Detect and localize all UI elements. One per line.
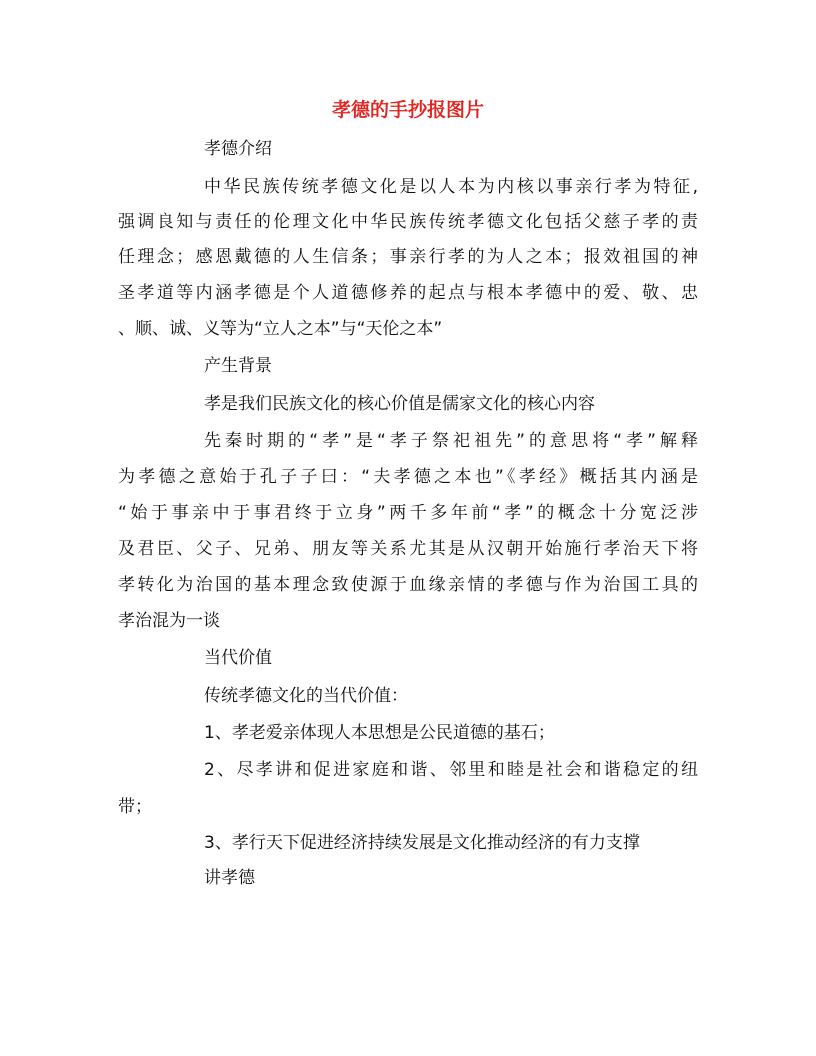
section-heading-intro: 孝德介绍 xyxy=(204,139,272,159)
list-item: 1、孝老爱亲体现人本思想是公民道德的基石； xyxy=(204,723,555,743)
paragraph-line: 圣孝道等内涵孝德是个人道德修养的起点与根本孝德中的爱、敬、忠 xyxy=(118,283,698,303)
section-heading-talk: 讲孝德 xyxy=(204,868,255,888)
document-title: 孝德的手抄报图片 xyxy=(331,99,484,121)
list-item: 3、孝行天下促进经济持续发展是文化推动经济的有力支撑 xyxy=(204,833,640,853)
paragraph-line: 强调良知与责任的伦理文化中华民族传统孝德文化包括父慈子孝的责 xyxy=(118,212,698,232)
paragraph-line: 为孝德之意始于孔子子曰：“夫孝德之本也”《孝经》概括其内涵是 xyxy=(118,467,698,487)
paragraph-line: 先秦时期的“孝”是“孝子祭祀祖先”的意思将“孝”解释 xyxy=(204,431,698,451)
paragraph-line: 任理念；感恩戴德的人生信条；事亲行孝的为人之本；报效祖国的神 xyxy=(118,247,698,267)
list-item: 2、尽孝讲和促进家庭和谐、邻里和睦是社会和谐稳定的纽 xyxy=(204,760,698,780)
section-heading-background: 产生背景 xyxy=(204,356,272,376)
paragraph-line: 孝转化为治国的基本理念致使源于血缘亲情的孝德与作为治国工具的 xyxy=(118,575,698,595)
paragraph-line: 、顺、诚、义等为“立人之本”与“天伦之本” xyxy=(118,319,443,339)
paragraph-line: 中华民族传统孝德文化是以人本为内核以事亲行孝为特征, xyxy=(204,177,698,197)
paragraph-line: 传统孝德文化的当代价值： xyxy=(204,686,408,706)
paragraph-line: 孝治混为一谈 xyxy=(118,611,220,631)
paragraph-line: 孝是我们民族文化的核心价值是儒家文化的核心内容 xyxy=(204,394,595,414)
paragraph-line: 及君臣、父子、兄弟、朋友等关系尤其是从汉朝开始施行孝治天下将 xyxy=(118,539,698,559)
section-heading-value: 当代价值 xyxy=(204,648,272,668)
paragraph-line: “始于事亲中于事君终于立身”两千多年前“孝”的概念十分宽泛涉 xyxy=(118,503,698,523)
list-item-continuation: 带； xyxy=(118,797,152,817)
